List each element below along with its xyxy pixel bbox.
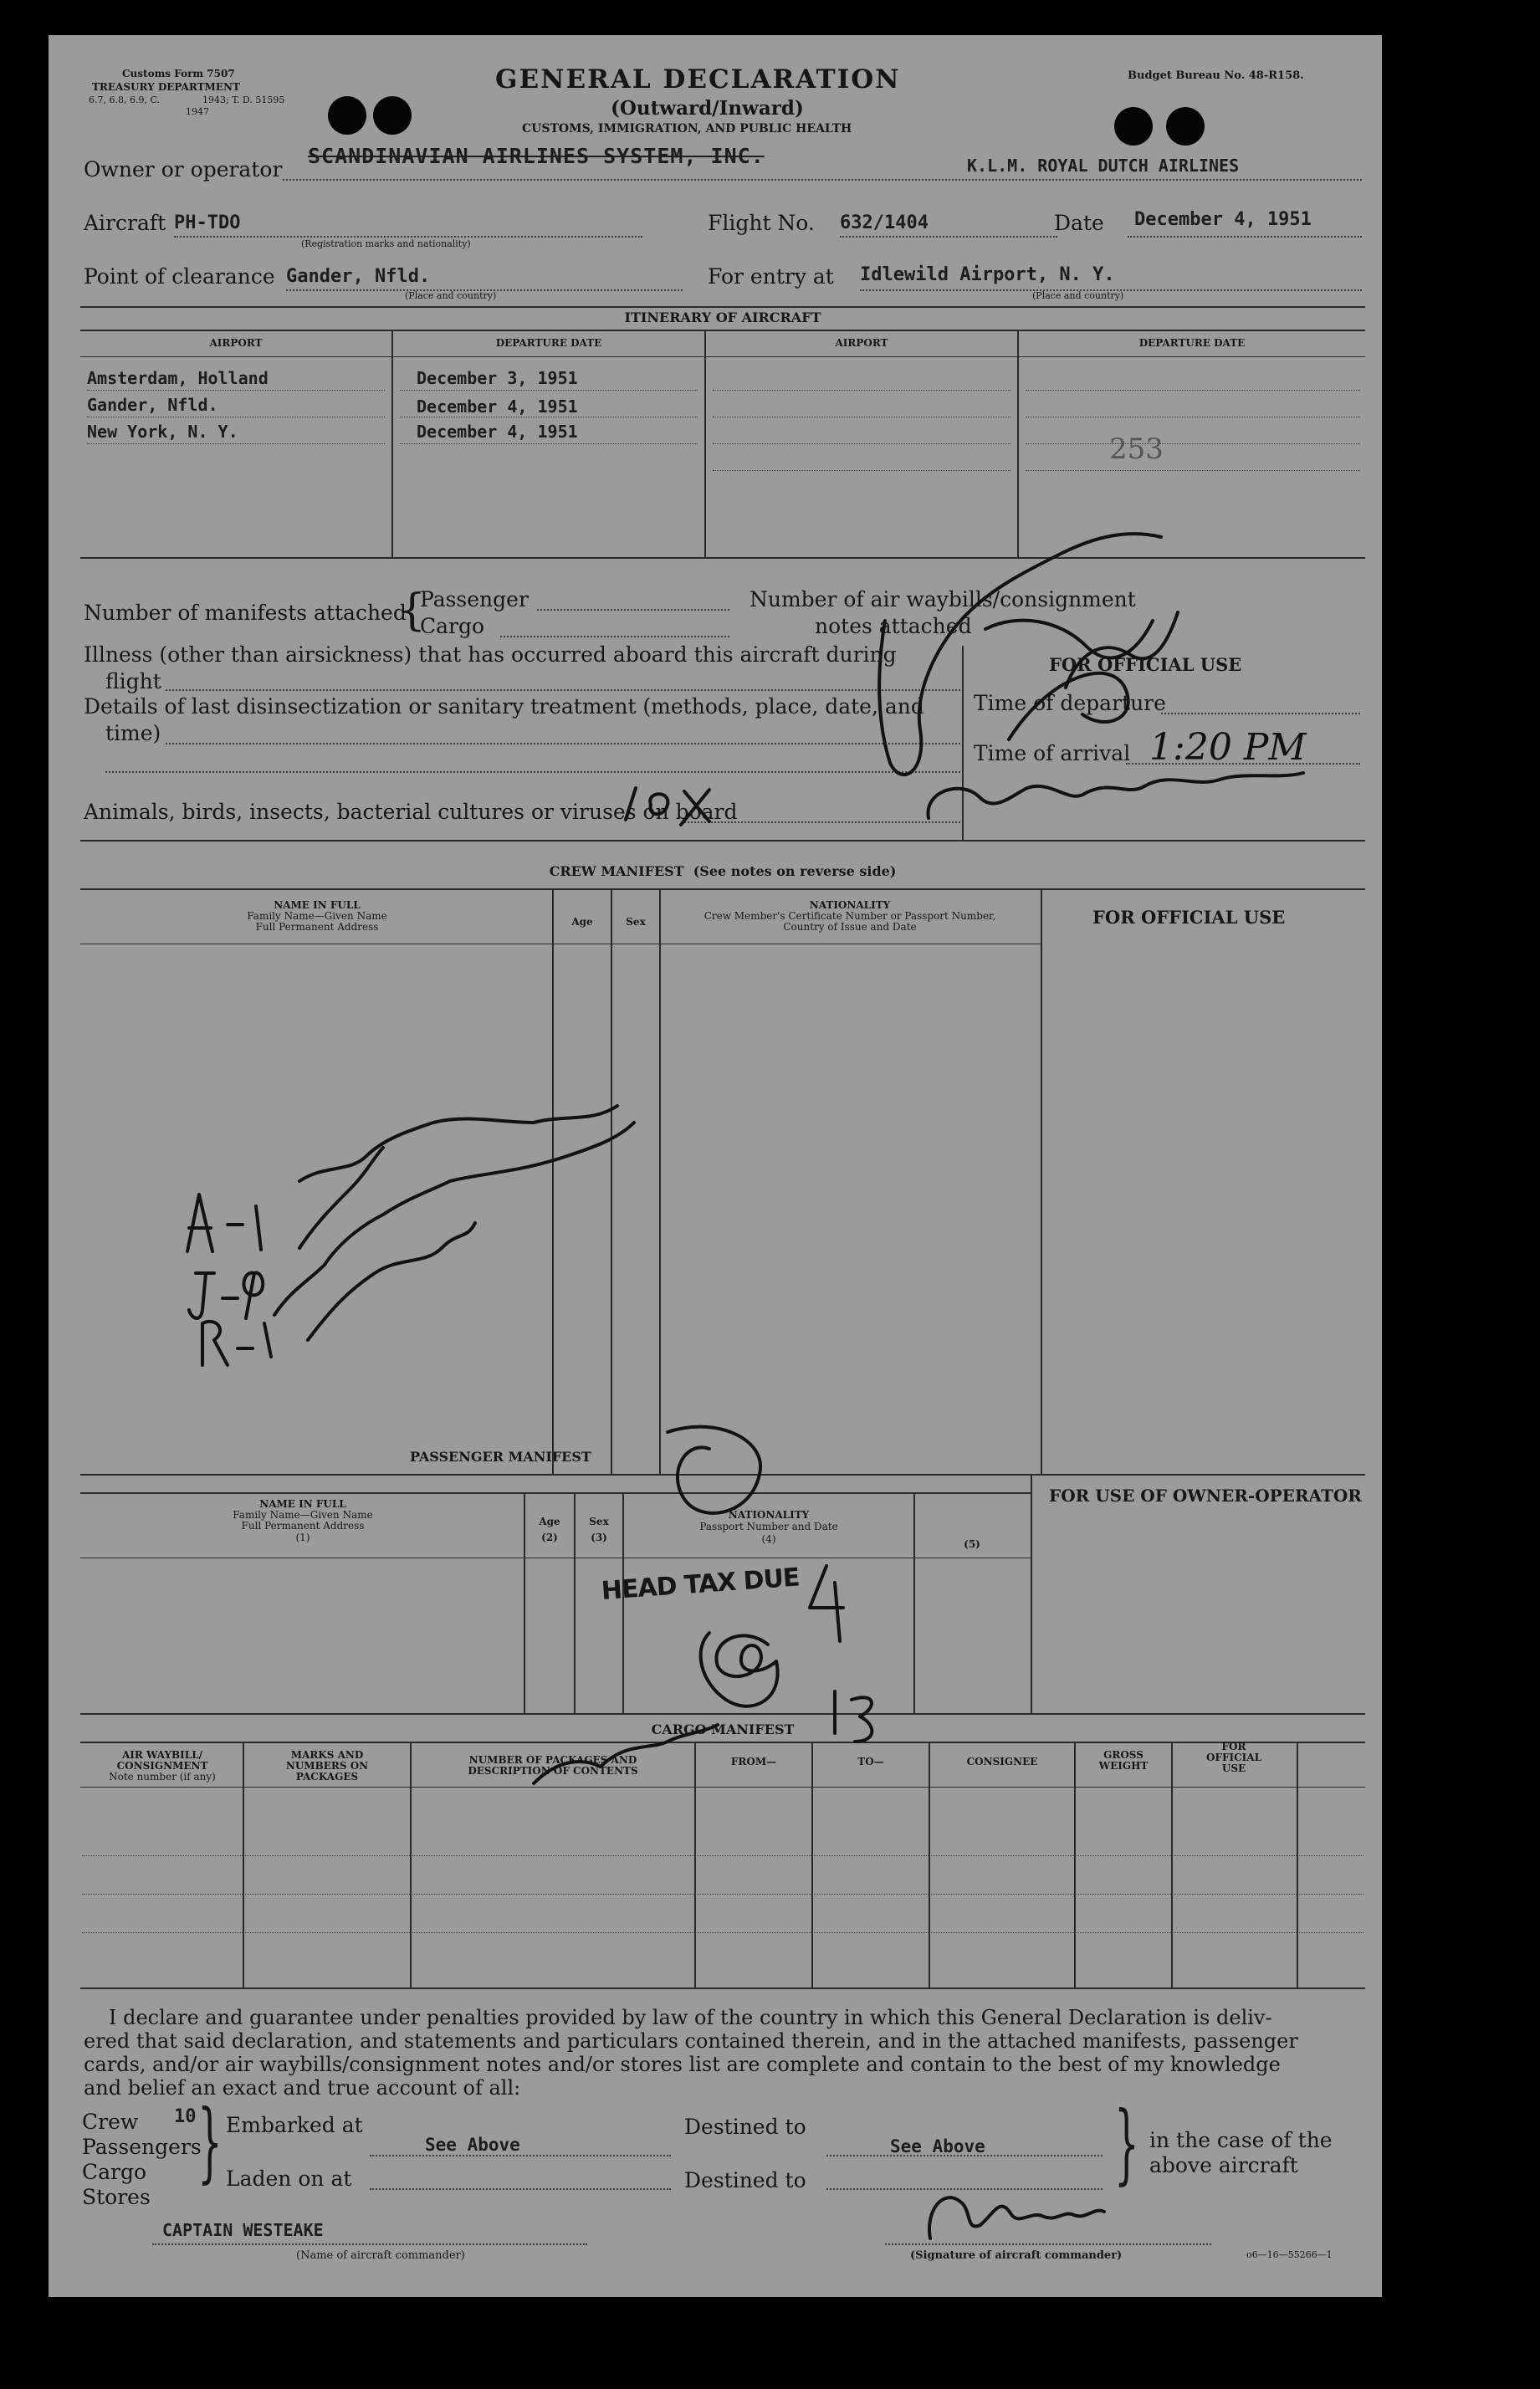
- departure-time-label: Time of departure: [974, 691, 1166, 715]
- passenger-col-name-4: (1): [295, 1531, 310, 1543]
- regulations-3: 1947: [186, 106, 209, 117]
- aircraft-caption: (Registration marks and nationality): [301, 238, 471, 249]
- disinsect-label-2: time): [105, 721, 161, 745]
- crew-col-age: Age: [571, 916, 593, 928]
- manifests-label: Number of manifests attached: [84, 601, 407, 625]
- crew-heading-note: (See notes on reverse side): [693, 863, 897, 879]
- crew-official-use: FOR OFFICIAL USE: [1092, 907, 1286, 928]
- decl-cargo-label: Cargo: [82, 2160, 147, 2184]
- itinerary-col-date-2: DEPARTURE DATE: [1138, 337, 1246, 349]
- department: TREASURY DEPARTMENT: [92, 81, 240, 93]
- cargo-col-weight-1: GROSS: [1103, 1749, 1143, 1761]
- cargo-col-official-3: USE: [1221, 1762, 1246, 1775]
- crew-col-nat-2: Crew Member's Certificate Number or Passport Number,: [703, 910, 996, 923]
- regulations-2: 1943; T. D. 51595: [202, 95, 285, 105]
- cargo-col-from: FROM—: [730, 1756, 777, 1767]
- tax-digit-stroke: [810, 1566, 843, 1641]
- case-label-1: in the case of the: [1149, 2128, 1333, 2152]
- cargo-col-marks-1: MARKS AND: [290, 1749, 364, 1761]
- crew-col-sex: Sex: [626, 916, 646, 928]
- passenger-col-nat-3: (4): [761, 1532, 776, 1545]
- crew-scribble-stroke: [189, 1273, 263, 1318]
- animals-label: Animals, birds, insects, bacterial cultures or viruses on board: [84, 800, 738, 824]
- crew-scribble-stroke: [187, 1194, 261, 1251]
- destined-label-1: Destined to: [684, 2115, 806, 2139]
- decl-crew-label: Crew: [82, 2110, 139, 2134]
- owner-value: K.L.M. ROYAL DUTCH AIRLINES: [967, 156, 1240, 176]
- cargo-heading: CARGO MANIFEST: [651, 1721, 795, 1737]
- aircraft-label: Aircraft: [84, 211, 166, 235]
- declaration-line-3: cards, and/or air waybills/consignment notes and/or stores list are complete and contain to the best of my knowledge: [84, 2053, 1281, 2076]
- owner-label: Owner or operator: [84, 157, 283, 182]
- passenger-col-age-2: (2): [541, 1532, 558, 1544]
- official-use-heading: FOR OFFICIAL USE: [1049, 654, 1242, 675]
- crew-scribble-stroke: [299, 1106, 617, 1248]
- cargo-col-official-2: OFFICIAL: [1205, 1752, 1262, 1764]
- cargo-col-to: TO—: [857, 1756, 884, 1767]
- decl-passengers-label: Passengers: [82, 2135, 202, 2159]
- form-number: Customs Form 7507: [122, 68, 235, 79]
- itinerary-date-2: December 4, 1951: [417, 396, 578, 417]
- owner-operator-use: FOR USE OF OWNER-OPERATOR: [1049, 1486, 1362, 1506]
- itinerary-airport-1: Amsterdam, Holland: [87, 368, 269, 388]
- destined-label-2: Destined to: [684, 2168, 806, 2192]
- form-subtitle: (Outward/Inward): [611, 97, 804, 120]
- illness-label-1: Illness (other than airsickness) that has occurred aboard this aircraft during: [84, 642, 897, 667]
- cargo-col-consignee: CONSIGNEE: [966, 1756, 1038, 1767]
- crew-heading-title: CREW MANIFEST: [549, 863, 684, 879]
- embarked-label: Embarked at: [226, 2113, 363, 2137]
- passenger-heading: PASSENGER MANIFEST: [410, 1449, 591, 1465]
- itinerary-date-1: December 3, 1951: [417, 368, 578, 388]
- crew-col-name-3: Full Permanent Address: [255, 921, 379, 934]
- cargo-col-waybill-1: AIR WAYBILL/: [121, 1749, 203, 1761]
- clearance-label: Point of clearance: [84, 264, 275, 289]
- see-above-1: See Above: [425, 2135, 520, 2155]
- passenger-col-name-2: Family Name—Given Name: [233, 1509, 373, 1522]
- passenger-col-sex-2: (3): [591, 1532, 607, 1544]
- itinerary-airport-2: Gander, Nfld.: [87, 395, 218, 415]
- tax-at-sign-stroke: [701, 1633, 778, 1706]
- captain-signature-stroke: [929, 2197, 1104, 2238]
- declaration-line-4: and belief an exact and true account of all:: [84, 2076, 521, 2100]
- closed-scrawl-stroke: [928, 773, 1303, 818]
- manifest-passenger-label: Passenger: [420, 587, 529, 611]
- flight-value: 632/1404: [840, 212, 929, 233]
- passenger-col-nat-1: NATIONALITY: [728, 1509, 810, 1521]
- illness-label-2: flight: [105, 669, 161, 693]
- form-title: GENERAL DECLARATION: [495, 64, 901, 95]
- case-label-2: above aircraft: [1149, 2153, 1298, 2177]
- cargo-col-marks-2: NUMBERS ON: [285, 1760, 369, 1773]
- regulations-1: 6.7, 6.8, 6.9, C.: [89, 95, 160, 105]
- owner-crossed-value: SCANDINAVIAN AIRLINES SYSTEM, INC.: [308, 144, 765, 168]
- handwriting-overlay: [49, 35, 1382, 2297]
- itinerary-col-airport-2: AIRPORT: [835, 337, 888, 349]
- cargo-scrawl-stroke: [534, 1725, 718, 1783]
- decl-stores-label: Stores: [82, 2185, 151, 2209]
- passenger-col-name-1: NAME IN FULL: [259, 1498, 346, 1510]
- itinerary-stamp-number: 253: [1109, 432, 1164, 466]
- see-above-2: See Above: [890, 2136, 985, 2156]
- itinerary-airport-3: New York, N. Y.: [87, 422, 238, 442]
- tax-digit-stroke: [835, 1691, 872, 1742]
- passenger-col-sex-1: Sex: [589, 1516, 609, 1527]
- passenger-col-nat-2: Passport Number and Date: [699, 1521, 838, 1533]
- passenger-col-5: (5): [964, 1538, 980, 1550]
- itinerary-col-airport-1: AIRPORT: [209, 337, 263, 349]
- crew-scribble-stroke: [308, 1223, 475, 1340]
- crew-col-name-2: Family Name—Given Name: [247, 910, 387, 923]
- official-initials-stroke: [1009, 673, 1128, 739]
- animals-mark-stroke: [626, 788, 709, 825]
- date-value: December 4, 1951: [1134, 209, 1312, 230]
- agencies: CUSTOMS, IMMIGRATION, AND PUBLIC HEALTH: [522, 122, 852, 136]
- disinsect-label-1: Details of last disinsectization or sanitary treatment (methods, place, date, and: [84, 694, 924, 719]
- passenger-col-name-3: Full Permanent Address: [241, 1520, 365, 1532]
- crew-scribble-stroke: [202, 1322, 271, 1365]
- decl-crew-count: 10: [174, 2106, 197, 2127]
- declaration-line-1: I declare and guarantee under penalties provided by law of the country in which this General Declaration is deliv-: [109, 2006, 1272, 2029]
- cargo-col-packages-2: DESCRIPTION OF CONTENTS: [468, 1765, 638, 1778]
- date-label: Date: [1054, 211, 1104, 235]
- crew-col-nat-3: Country of Issue and Date: [783, 921, 917, 934]
- print-code: o6—16—55266—1: [1246, 2249, 1333, 2260]
- arrival-time-label: Time of arrival: [974, 741, 1131, 765]
- manifest-cargo-label: Cargo: [420, 614, 485, 638]
- aircraft-value: PH-TDO: [174, 212, 241, 233]
- crew-col-name-1: NAME IN FULL: [274, 899, 361, 911]
- declaration-line-2: ered that said declaration, and statements and particulars contained therein, and in the attached manifests, passenger: [84, 2029, 1298, 2053]
- crew-col-nat-1: NATIONALITY: [809, 899, 891, 911]
- arrival-time-value: 1:20 PM: [1149, 726, 1307, 769]
- cargo-col-weight-2: WEIGHT: [1098, 1760, 1149, 1773]
- cargo-col-official-1: FOR: [1221, 1741, 1246, 1752]
- signature-caption: (Signature of aircraft commander): [910, 2249, 1123, 2262]
- waybills-label-1: Number of air waybills/consignment: [750, 587, 1136, 611]
- itinerary-col-date-1: DEPARTURE DATE: [495, 337, 602, 349]
- declaration-form: Customs Form 7507 TREASURY DEPARTMENT 6.7, 6.8, 6.9, C. 1943; T. D. 51595 1947 GENERAL DECLARATION (Outward/Inward) CUSTOMS, IMMIGRATION, AND PUBLIC HEALTH Budget Bureau No. 48-R158. Owner or operator SCANDINAVIAN AIRLINES SYSTEM, INC. K.L.M. ROYAL DUTCH AIRLINES Aircraft PH-TDO (Registration marks and nationality) Flight No. 632/1404 Date December 4, 1951 Point of clearance Gander, Nfld. (Place and country) For entry at Idlewild Airport, N. Y. (Place and country) ITINERARY OF AIRCRAFT AIRPORT DEPARTURE DATE AIRPORT DEPARTURE DATE Amsterdam, Holland December 3, 1951 Gander, Nfld. December 4, 1951 New York, N. Y. December 4, 1951 253 Number of manifests attached { Passenger Cargo Number of air waybills/consignment notes attached Illness (other than airsickness) that has occurred aboard this aircraft during flight Details of last disinsectization or sanitary treatment (methods, place, date, and time) Animals, birds, insects, bacterial cultures or viruses on board FOR OFFICIAL USE Time of departure Time of arrival 1:20 PM CREW MANIFEST (See notes on reverse side) NAME IN FULL Family Name—Given Name Full Permanent Address Age Sex NATIONALITY Crew Member's Certificate Number or Passport Number, Country of Issue and Date FOR OFFICIAL USE PASSENGER MANIFEST NAME IN FULL Family Name—Given Name Full Permanent Address (1) Age (2) Sex (3) NATIONALITY Passport Number and Date (4) (5) FOR USE OF OWNER-OPERATOR HEAD TAX DUE CARGO MANIFEST AIR WAYBILL/ CONSIGNMENT Note number (if any) MARKS AND NUMBERS ON PACKAGES NUMBER OF PACKAGES AND DESCRIPTION OF CONTENTS FROM— TO— CONSIGNEE GROSS WEIGHT FOR OFFICIAL USE I declare and guarantee under penalties provided by law of the country in which this General Declaration is deliv- ered that said declaration, and statements and particulars contained therein, and in the attached manifests, passenger cards, and/or air waybills/consignment notes and/or stores list are complete and contain to the best of my knowledge and belief an exact and true account of all: Crew 10 Passengers Cargo Stores } Embarked at Laden on at See Above Destined to Destined to See Above } in the case of the above aircraft CAPTAIN WESTEAKE (Name of aircraft commander) (Signature of aircraft commander) o6—16—55266—1: [49, 35, 1382, 2297]
- clearance-caption: (Place and country): [405, 290, 497, 301]
- laden-label: Laden on at: [226, 2166, 352, 2191]
- head-tax-stamp: HEAD TAX DUE: [600, 1563, 801, 1606]
- official-signature-stroke: [879, 534, 1161, 775]
- entry-label: For entry at: [708, 264, 834, 289]
- flight-label: Flight No.: [708, 211, 815, 235]
- clearance-value: Gander, Nfld.: [286, 266, 431, 287]
- cargo-col-marks-3: PACKAGES: [295, 1771, 359, 1783]
- crew-scribble-stroke: [274, 1123, 634, 1315]
- passenger-circle-stroke: [668, 1427, 760, 1513]
- commander-name: CAPTAIN WESTEAKE: [162, 2220, 324, 2240]
- entry-caption: (Place and country): [1032, 290, 1124, 301]
- cargo-col-waybill-3: Note number (if any): [109, 1771, 216, 1783]
- itinerary-date-3: December 4, 1951: [417, 422, 578, 442]
- entry-value: Idlewild Airport, N. Y.: [860, 264, 1115, 285]
- cargo-col-packages-1: NUMBER OF PACKAGES AND: [468, 1754, 637, 1766]
- commander-caption: (Name of aircraft commander): [296, 2249, 465, 2262]
- waybills-label-2: notes attached: [815, 614, 972, 638]
- passenger-col-age-1: Age: [539, 1516, 560, 1527]
- cargo-col-waybill-2: CONSIGNMENT: [116, 1760, 208, 1773]
- itinerary-heading: ITINERARY OF AIRCRAFT: [624, 309, 821, 325]
- budget-number: Budget Bureau No. 48-R158.: [1128, 69, 1304, 82]
